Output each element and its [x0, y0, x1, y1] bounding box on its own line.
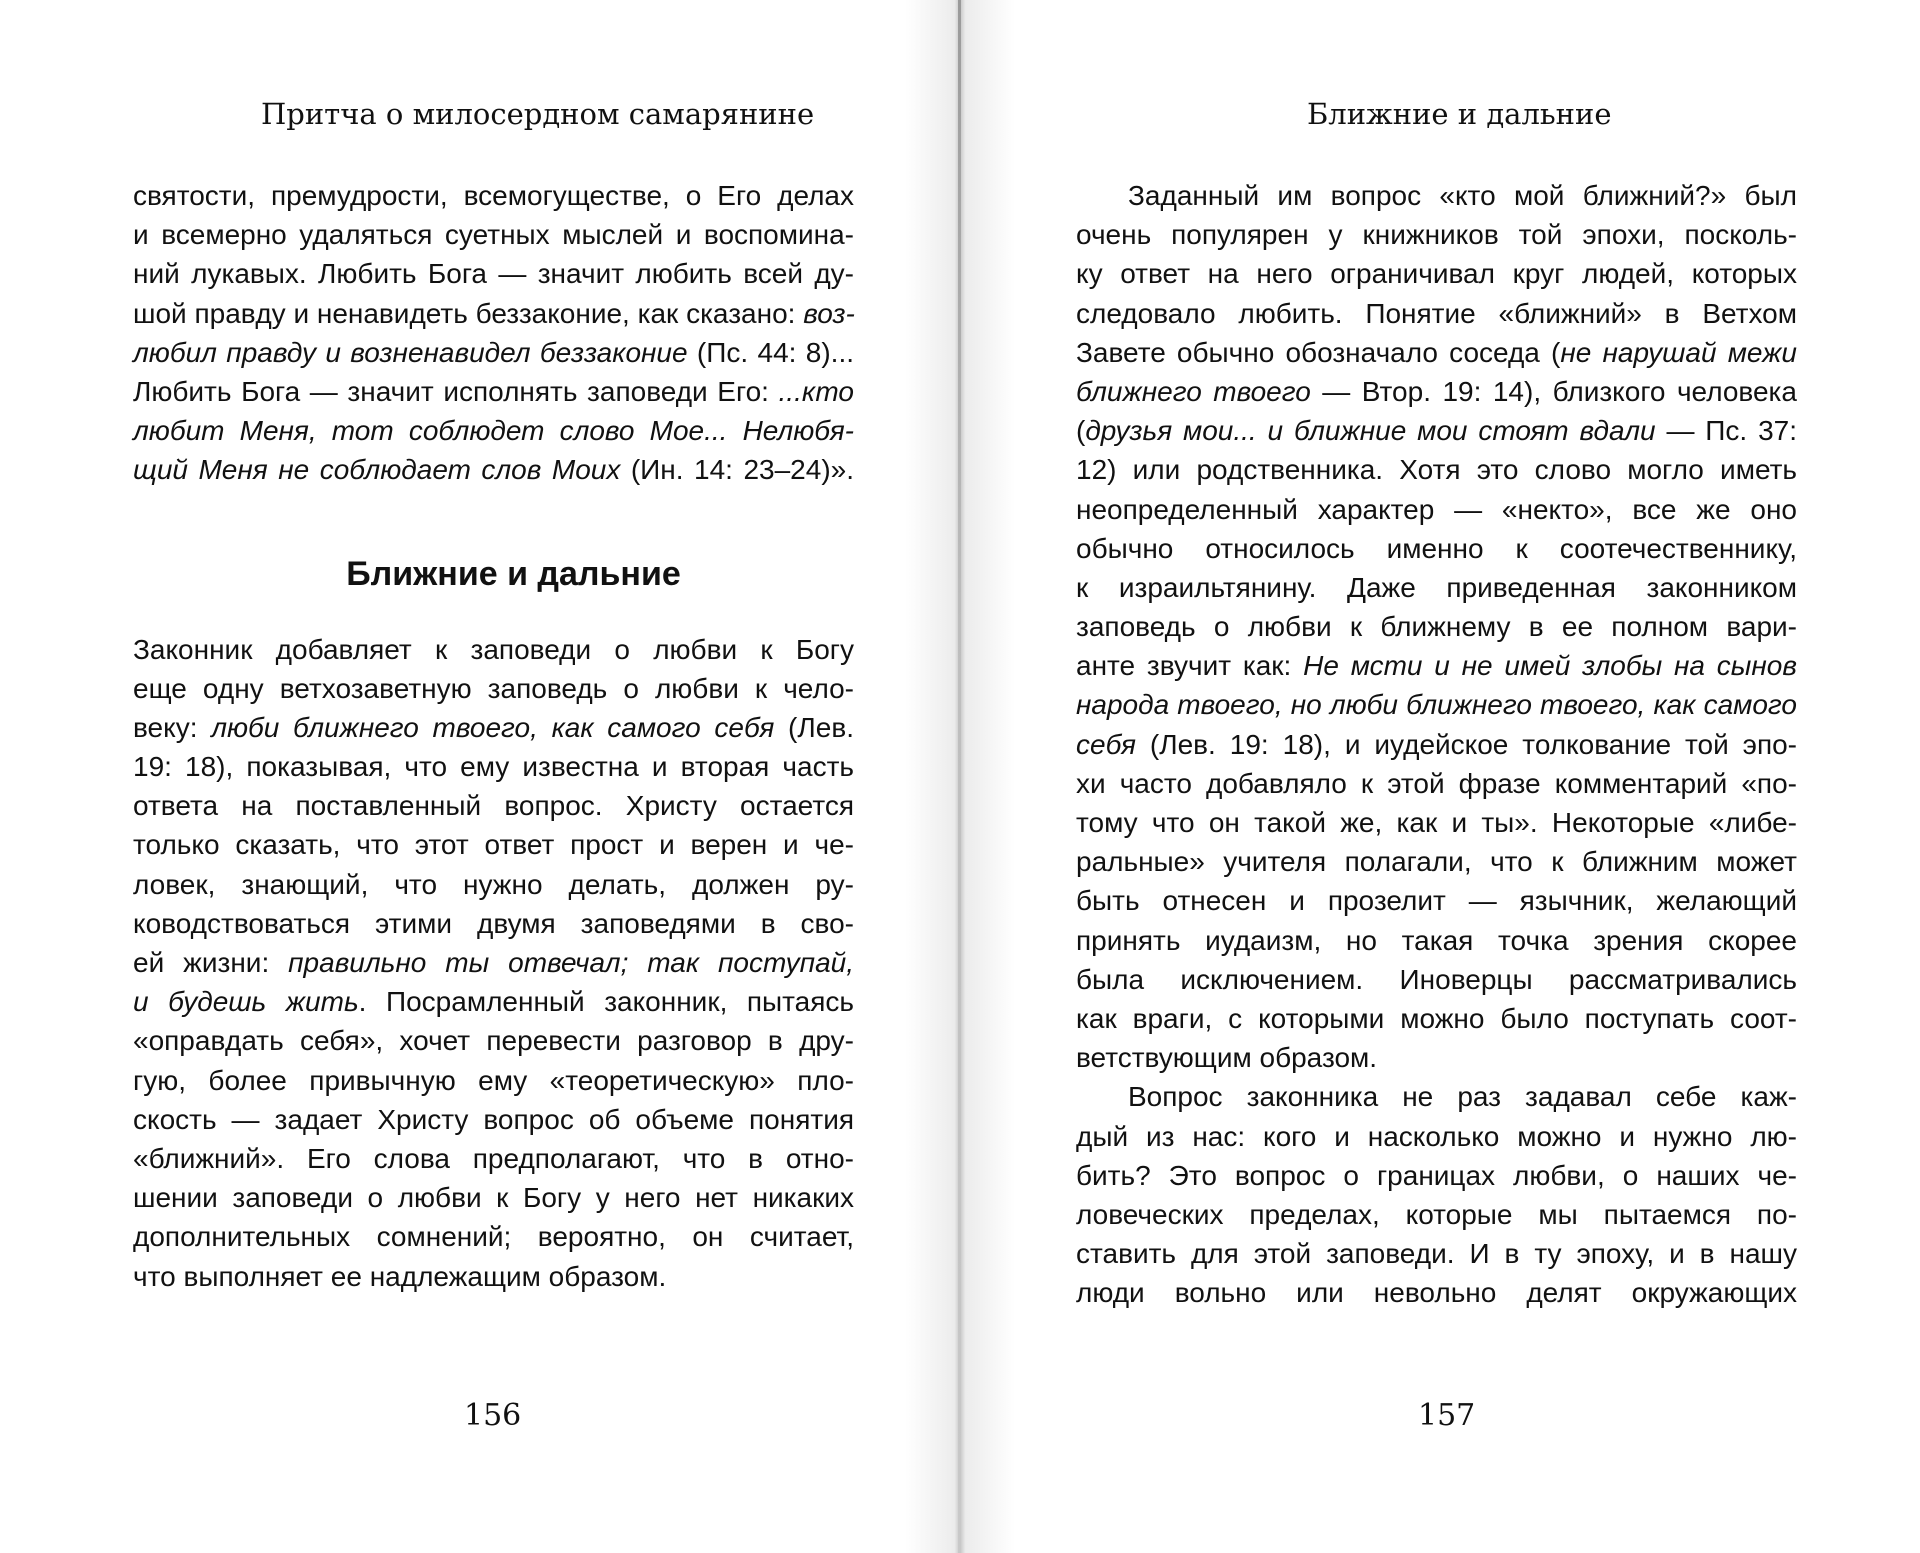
left-bottom-paragraph: [133, 630, 854, 1296]
right-text-block: [1076, 176, 1797, 1312]
text-line: обычно относилось именно к соотечественнику,: [1076, 532, 1797, 564]
text-line: себя (Лев. 19: 18), и иудейское толкование той эпо-: [1076, 728, 1797, 760]
left-page: [0, 0, 955, 1553]
text-line: скость — задает Христу вопрос об объеме понятия: [133, 1103, 854, 1135]
text-line: была исключением. Иноверцы рассматривались: [1076, 963, 1797, 995]
text-line: любил правду и возненавидел беззаконие (Пс. 44: 8)...: [133, 336, 854, 368]
text-line: анте звучит как: Не мсти и не имей злобы на сынов: [1076, 650, 1797, 682]
text-line: следовало любить. Понятие «ближний» в Ветхом: [1076, 297, 1797, 329]
text-line: хи часто добавляло к этой фразе комментарий «по-: [1076, 767, 1797, 799]
text-line: к израильтянину. Даже приведенная законником: [1076, 571, 1797, 603]
text-line: только сказать, что этот ответ прост и верен и че-: [133, 829, 854, 861]
text-line: ответа на поставленный вопрос. Христу остается: [133, 790, 854, 822]
text-line: Завете обычно обозначало соседа (не нарушай межи: [1076, 336, 1797, 368]
text-line: «оправдать себя», хочет перевести разговор в дру-: [133, 1025, 854, 1057]
text-line: ний лукавых. Любить Бога — значит любить всей ду-: [133, 258, 854, 290]
text-line: шой правду и ненавидеть беззаконие, как сказано: воз-: [133, 297, 855, 329]
text-line: принять иудаизм, но такая точка зрения скорее: [1076, 924, 1797, 956]
right-paragraph-1: [1076, 176, 1797, 1077]
text-line: шении заповеди о любви к Богу у него нет никаких: [133, 1182, 854, 1214]
text-line: Заданный им вопрос «кто мой ближний?» был: [1128, 180, 1797, 211]
text-line: веку: люби ближнего твоего, как самого себя (Лев.: [133, 711, 854, 743]
text-line: Законник добавляет к заповеди о любви к Богу: [133, 633, 854, 665]
text-line: Вопрос законника не раз задавал себе каж-: [1128, 1081, 1797, 1113]
text-line: святости, премудрости, всемогуществе, о Его делах: [133, 180, 854, 211]
text-line: Любить Бога — значит исполнять заповеди Его: ...кто: [133, 375, 854, 407]
section-heading: Ближние и дальние: [346, 554, 681, 593]
text-line: люди вольно или невольно делят окружающих: [1076, 1277, 1797, 1309]
text-line: (друзья мои... и ближние мои стоят вдали — Пс. 37:: [1076, 415, 1797, 447]
text-line: тому что он такой же, как и ты». Некоторые «либе-: [1076, 807, 1797, 838]
text-line: щий Меня не соблюдает слов Моих (Ин. 14: 23–24)».: [133, 454, 854, 486]
text-line: ку ответ на него ограничивал круг людей, которых: [1076, 258, 1797, 290]
text-line: ей жизни: правильно ты отвечал; так поступай,: [133, 947, 854, 978]
text-line: дый из нас: кого и насколько можно и нужно лю-: [1076, 1120, 1797, 1152]
text-line: дополнительных сомнений; вероятно, он считает,: [133, 1221, 854, 1253]
right-page: [955, 0, 1920, 1553]
right-paragraph-2: [1076, 1077, 1797, 1312]
text-line: неопределенный характер — «некто», все же оно: [1076, 493, 1797, 525]
text-line: «ближний». Его слова предполагают, что в отно-: [133, 1142, 854, 1174]
left-text-block: [133, 176, 854, 1296]
text-line: любит Меня, тот соблюдет слово Мое... Нелюбя-: [133, 415, 854, 447]
text-line: ловек, знающий, что нужно делать, должен ру-: [133, 868, 854, 900]
text-line: быть отнесен и прозелит — язычник, желающий: [1076, 885, 1797, 917]
right-page-number: 157: [1418, 1398, 1476, 1433]
text-line: как враги, с которыми можно было поступать соот-: [1076, 1002, 1797, 1034]
text-line: бить? Это вопрос о границах любви, о наших че-: [1076, 1159, 1797, 1191]
text-line: ководствоваться этими двумя заповедями в сво-: [133, 907, 854, 939]
text-line: 12) или родственника. Хотя это слово могло иметь: [1076, 454, 1797, 486]
text-line: что выполняет ее надлежащим образом.: [133, 1260, 667, 1292]
text-line: еще одну ветхозаветную заповедь о любви к чело-: [133, 672, 854, 704]
left-page-number: 156: [464, 1398, 522, 1433]
right-running-head: Ближние и дальние: [1307, 97, 1612, 131]
text-line: заповедь о любви к ближнему в ее полном вари-: [1076, 611, 1797, 643]
left-top-paragraph: [133, 176, 854, 490]
text-line: очень популярен у книжников той эпохи, посколь-: [1076, 219, 1797, 251]
text-line: народа твоего, но люби ближнего твоего, как самого: [1076, 689, 1797, 721]
text-line: 19: 18), показывая, что ему известна и вторая часть: [133, 751, 854, 783]
left-running-head: Притча о милосердном самарянине: [261, 97, 815, 131]
text-line: гую, более привычную ему «теоретическую» пло-: [133, 1064, 854, 1096]
text-line: ловеческих пределах, которые мы пытаемся по-: [1076, 1198, 1797, 1230]
text-line: ближнего твоего — Втор. 19: 14), близкого человека: [1076, 375, 1797, 407]
text-line: ставить для этой заповеди. И в ту эпоху, и в нашу: [1076, 1238, 1797, 1270]
text-line: и всемерно удаляться суетных мыслей и воспомина-: [133, 219, 854, 251]
text-line: и будешь жить. Посрамленный законник, пытаясь: [133, 986, 854, 1018]
text-line: ветствующим образом.: [1076, 1042, 1378, 1074]
text-line: ральные» учителя полагали, что к ближним может: [1076, 846, 1797, 878]
